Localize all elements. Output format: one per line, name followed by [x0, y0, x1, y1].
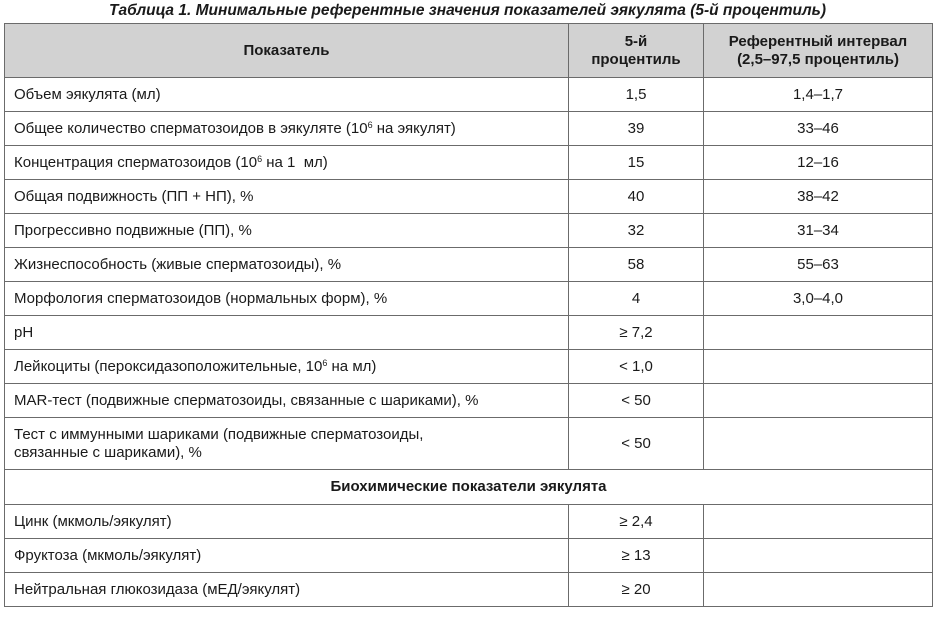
- row-parameter-text-suffix: на мл): [327, 357, 377, 375]
- table-row: [5, 112, 933, 146]
- header-reference-interval: [704, 24, 933, 78]
- row-parameter: Общая подвижность (ПП + НП), %: [5, 180, 569, 214]
- row-5th-percentile: ≥ 13: [569, 539, 704, 573]
- row-reference-interval: 3,0–4,0: [704, 282, 933, 316]
- row-5th-percentile: 39: [569, 112, 704, 146]
- row-parameter: Морфология сперматозоидов (нормальных форм), %: [5, 282, 569, 316]
- row-parameter-exponent: 6: [322, 357, 328, 368]
- row-5th-percentile: ≥ 7,2: [569, 316, 704, 350]
- row-parameter: Объем эякулята (мл): [5, 78, 569, 112]
- row-parameter: Фруктоза (мкмоль/эякулят): [5, 539, 569, 573]
- row-parameter: [5, 112, 569, 146]
- row-parameter-text: Общее количество сперматозоидов в эякуляте (10: [14, 119, 368, 137]
- row-reference-interval: 1,4–1,7: [704, 78, 933, 112]
- row-reference-interval: 12–16: [704, 146, 933, 180]
- section-header-row: [5, 470, 933, 505]
- row-reference-interval: [704, 539, 933, 573]
- table-row: [5, 539, 933, 573]
- row-5th-percentile: < 50: [569, 418, 704, 470]
- row-parameter: [5, 350, 569, 384]
- row-reference-interval: [704, 384, 933, 418]
- row-reference-interval: [704, 505, 933, 539]
- table-row: [5, 78, 933, 112]
- table-row: [5, 316, 933, 350]
- row-reference-interval: [704, 350, 933, 384]
- table-row: [5, 384, 933, 418]
- header-5th-percentile-line1: 5-й: [624, 32, 648, 50]
- row-reference-interval: 55–63: [704, 248, 933, 282]
- row-reference-interval: [704, 573, 933, 607]
- row-reference-interval: 38–42: [704, 180, 933, 214]
- table-row: [5, 214, 933, 248]
- row-parameter: Жизнеспособность (живые сперматозоиды), %: [5, 248, 569, 282]
- header-reference-interval-line1: Референтный интервал: [728, 32, 908, 50]
- row-parameter: Прогрессивно подвижные (ПП), %: [5, 214, 569, 248]
- reference-values-table: [4, 23, 933, 607]
- row-parameter-text-suffix: на эякулят): [372, 119, 456, 137]
- header-parameter: Показатель: [5, 24, 569, 78]
- table-header-row: [5, 24, 933, 78]
- row-5th-percentile: ≥ 20: [569, 573, 704, 607]
- row-5th-percentile: < 50: [569, 384, 704, 418]
- row-reference-interval: [704, 316, 933, 350]
- row-5th-percentile: 4: [569, 282, 704, 316]
- row-parameter: Цинк (мкмоль/эякулят): [5, 505, 569, 539]
- header-5th-percentile: [569, 24, 704, 78]
- table-row: [5, 146, 933, 180]
- row-parameter-exponent: 6: [367, 119, 373, 130]
- section-title: Биохимические показатели эякулята: [5, 470, 933, 505]
- row-5th-percentile: < 1,0: [569, 350, 704, 384]
- row-parameter-exponent: 6: [257, 153, 263, 164]
- row-reference-interval: [704, 418, 933, 470]
- row-reference-interval: 33–46: [704, 112, 933, 146]
- row-parameter: Нейтральная глюкозидаза (мЕД/эякулят): [5, 573, 569, 607]
- row-parameter-text-suffix: на 1 мл): [262, 153, 328, 171]
- row-5th-percentile: 32: [569, 214, 704, 248]
- row-5th-percentile: 58: [569, 248, 704, 282]
- row-parameter: MAR-тест (подвижные сперматозоиды, связанные с шариками), %: [5, 384, 569, 418]
- table-row: [5, 573, 933, 607]
- row-5th-percentile: 40: [569, 180, 704, 214]
- table-caption: Таблица 1. Минимальные референтные значения показателей эякулята (5-й процентиль): [109, 2, 826, 19]
- table-row: [5, 248, 933, 282]
- header-reference-interval-line2: (2,5–97,5 процентиль): [737, 50, 899, 68]
- row-5th-percentile: ≥ 2,4: [569, 505, 704, 539]
- table-row: [5, 505, 933, 539]
- header-5th-percentile-line2: процентиль: [591, 50, 681, 68]
- row-parameter-text: Лейкоциты (пероксидазоположительные, 10: [14, 357, 323, 375]
- row-reference-interval: 31–34: [704, 214, 933, 248]
- row-parameter-line1: Тест с иммунными шариками (подвижные сперматозоиды,: [14, 425, 424, 443]
- row-parameter-text: Концентрация сперматозоидов (10: [14, 153, 258, 171]
- table-row: [5, 180, 933, 214]
- row-parameter: [5, 418, 569, 470]
- row-5th-percentile: 1,5: [569, 78, 704, 112]
- table-row: [5, 418, 933, 470]
- table-row: [5, 282, 933, 316]
- row-parameter-line2: связанные с шариками), %: [14, 443, 202, 461]
- row-parameter: pH: [5, 316, 569, 350]
- table-row: [5, 350, 933, 384]
- row-parameter: [5, 146, 569, 180]
- row-5th-percentile: 15: [569, 146, 704, 180]
